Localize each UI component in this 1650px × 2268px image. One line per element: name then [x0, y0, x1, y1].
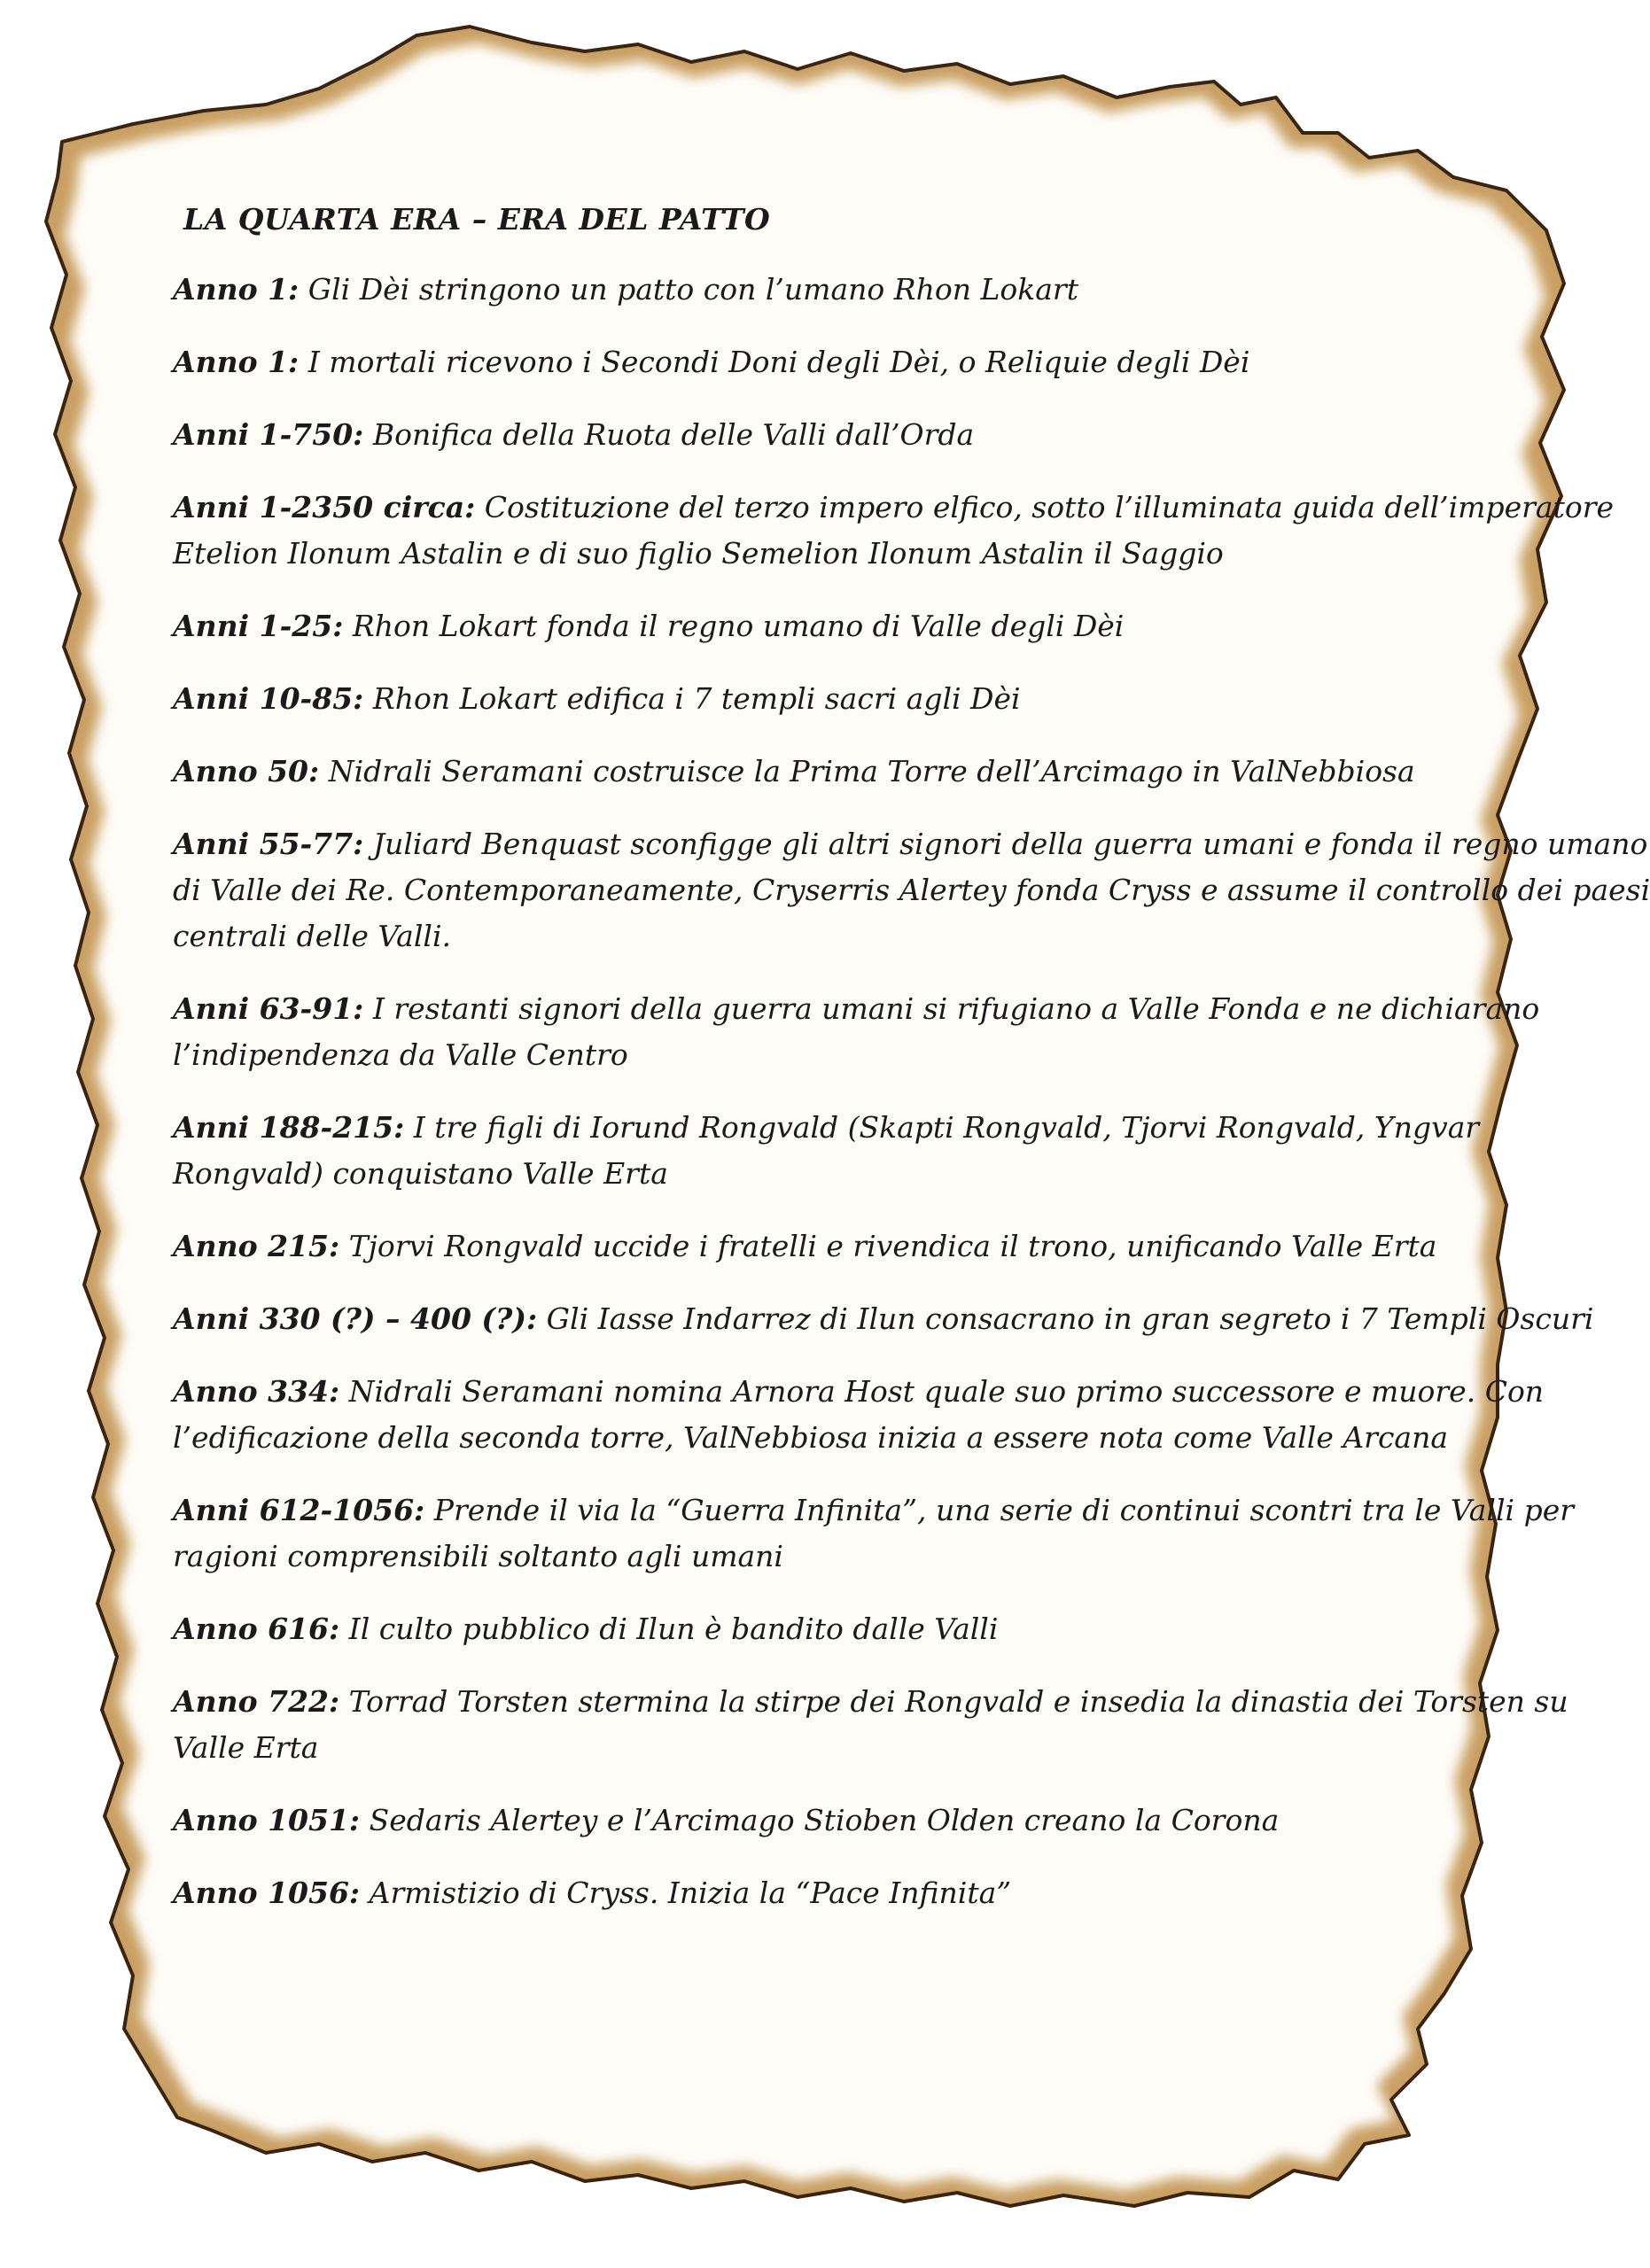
entry-year: Anno 1056:	[173, 1876, 361, 1910]
entry-text: Etelion Ilonum Astalin e di suo figlio Semelion Ilonum Astalin il Saggio	[173, 536, 1224, 571]
entry-text: Sedaris Alertey e l’Arcimago Stioben Olden creano la Corona	[369, 1803, 1280, 1837]
entry-line	[173, 603, 1467, 649]
entry-line	[173, 1105, 1480, 1151]
entry-year: Anno 1051:	[173, 1803, 361, 1837]
timeline-entry	[173, 603, 1467, 649]
entry-year: Anni 63-91:	[173, 991, 364, 1026]
entry-year: Anni 188-215:	[173, 1110, 405, 1145]
timeline-entry	[173, 1105, 1480, 1197]
entry-line	[173, 531, 1467, 577]
entry-text: Gli Iasse Indarrez di Ilun consacrano in gran segreto i 7 Templi Oscuri	[546, 1301, 1594, 1336]
entry-text: Valle Erta	[173, 1730, 319, 1765]
timeline-entry	[173, 1870, 1467, 1916]
entry-line	[173, 1415, 1467, 1461]
entry-text: Nidrali Seramani costruisce la Prima Torre dell’Arcimago in ValNebbiosa	[328, 754, 1415, 788]
timeline-entry	[173, 676, 1467, 722]
entry-year: Anno 1:	[173, 345, 300, 379]
entry-text: Rhon Lokart fonda il regno umano di Valle degli Dèi	[352, 609, 1125, 643]
entry-text: Prende il via la “Guerra Infinita”, una serie di continui scontri tra le Valli per	[433, 1493, 1575, 1527]
entry-year: Anno 215:	[173, 1229, 340, 1263]
entry-text: Bonifica della Ruota delle Valli dall’Orda	[372, 417, 975, 452]
entry-text: I tre figli di Iorund Rongvald (Skapti Rongvald, Tjorvi Rongvald, Yngvar	[413, 1110, 1480, 1145]
entry-text: Torrad Torsten stermina la stirpe dei Rongvald e insedia la dinastia dei Torsten su	[348, 1684, 1568, 1719]
entry-line	[173, 1296, 1594, 1342]
entry-line	[173, 1798, 1467, 1844]
timeline-entry	[173, 1223, 1467, 1270]
timeline-entry	[173, 821, 1650, 959]
entry-line	[173, 1223, 1467, 1270]
entry-text: di Valle dei Re. Contemporaneamente, Cryserris Alertey fonda Cryss e assume il controllo dei paesi	[173, 873, 1650, 907]
entry-line	[173, 485, 1615, 531]
entry-line	[173, 1679, 1568, 1725]
entry-line	[173, 749, 1467, 795]
entry-line	[173, 1606, 1467, 1652]
entry-line	[173, 1534, 1467, 1580]
entry-year: Anno 334:	[173, 1374, 340, 1409]
timeline-entry	[173, 986, 1540, 1078]
entry-text: Armistizio di Cryss. Inizia la “Pace Infinita”	[369, 1876, 1012, 1910]
entry-text: I mortali ricevono i Secondi Doni degli Dèi, o Reliquie degli Dèi	[307, 345, 1250, 379]
entry-line	[173, 1487, 1575, 1534]
document-title: LA QUARTA ERA – ERA DEL PATTO	[183, 202, 771, 237]
entry-year: Anni 330 (?) – 400 (?):	[173, 1301, 538, 1336]
entry-year: Anno 1:	[173, 272, 300, 307]
entry-year: Anno 616:	[173, 1612, 340, 1646]
entry-year: Anni 1-2350 circa:	[173, 490, 476, 524]
entry-text: Rhon Lokart edifica i 7 templi sacri agli Dèi	[372, 681, 1021, 716]
entry-text: Il culto pubblico di Ilun è bandito dalle Valli	[348, 1612, 999, 1646]
entry-line	[173, 676, 1467, 722]
timeline-entry	[173, 412, 1467, 458]
entry-line	[173, 913, 1467, 959]
entry-text: Rongvald) conquistano Valle Erta	[173, 1156, 668, 1191]
entry-year: Anno 722:	[173, 1684, 340, 1719]
timeline-entry	[173, 339, 1467, 385]
entry-year: Anni 612-1056:	[173, 1493, 425, 1527]
entry-text: Nidrali Seramani nomina Arnora Host quale suo primo successore e muore. Con	[348, 1374, 1545, 1409]
entry-text: Juliard Benquast sconfigge gli altri signori della guerra umani e fonda il regno umano	[372, 827, 1648, 861]
entry-line	[173, 821, 1648, 867]
entry-text: centrali delle Valli.	[173, 919, 451, 953]
timeline-entries	[173, 267, 1650, 1916]
timeline-entry	[173, 749, 1467, 795]
timeline-entry	[173, 1798, 1467, 1844]
entry-line	[173, 867, 1650, 913]
entry-line	[173, 1725, 1467, 1771]
timeline-entry	[173, 267, 1467, 313]
timeline-entry	[173, 1369, 1545, 1461]
entry-line	[173, 1032, 1467, 1078]
timeline-entry	[173, 1679, 1568, 1771]
entry-line	[173, 412, 1467, 458]
entry-year: Anni 10-85:	[173, 681, 364, 716]
entry-line	[173, 1870, 1467, 1916]
entry-text: ragioni comprensibili soltanto agli umani	[173, 1539, 783, 1573]
entry-line	[173, 986, 1540, 1032]
entry-text: l’edificazione della seconda torre, ValNebbiosa inizia a essere nota come Valle Arcana	[173, 1420, 1449, 1455]
entry-text: Tjorvi Rongvald uccide i fratelli e rivendica il trono, unificando Valle Erta	[348, 1229, 1437, 1263]
timeline-entry	[173, 485, 1615, 577]
entry-text: l’indipendenza da Valle Centro	[173, 1037, 628, 1072]
entry-text: Costituzione del terzo impero elfico, sotto l’illuminata guida dell’imperatore	[484, 490, 1615, 524]
timeline-document	[173, 202, 1650, 1943]
entry-line	[173, 1369, 1545, 1415]
entry-year: Anni 1-750:	[173, 417, 364, 452]
entry-year: Anno 50:	[173, 754, 320, 788]
timeline-entry	[173, 1296, 1594, 1342]
timeline-entry	[173, 1487, 1575, 1580]
entry-line	[173, 339, 1467, 385]
entry-line	[173, 1151, 1467, 1197]
entry-year: Anni 55-77:	[173, 827, 364, 861]
entry-text: Gli Dèi stringono un patto con l’umano Rhon Lokart	[307, 272, 1078, 307]
entry-text: I restanti signori della guerra umani si rifugiano a Valle Fonda e ne dichiarano	[372, 991, 1540, 1026]
entry-line	[173, 267, 1467, 313]
entry-year: Anni 1-25:	[173, 609, 344, 643]
timeline-entry	[173, 1606, 1467, 1652]
